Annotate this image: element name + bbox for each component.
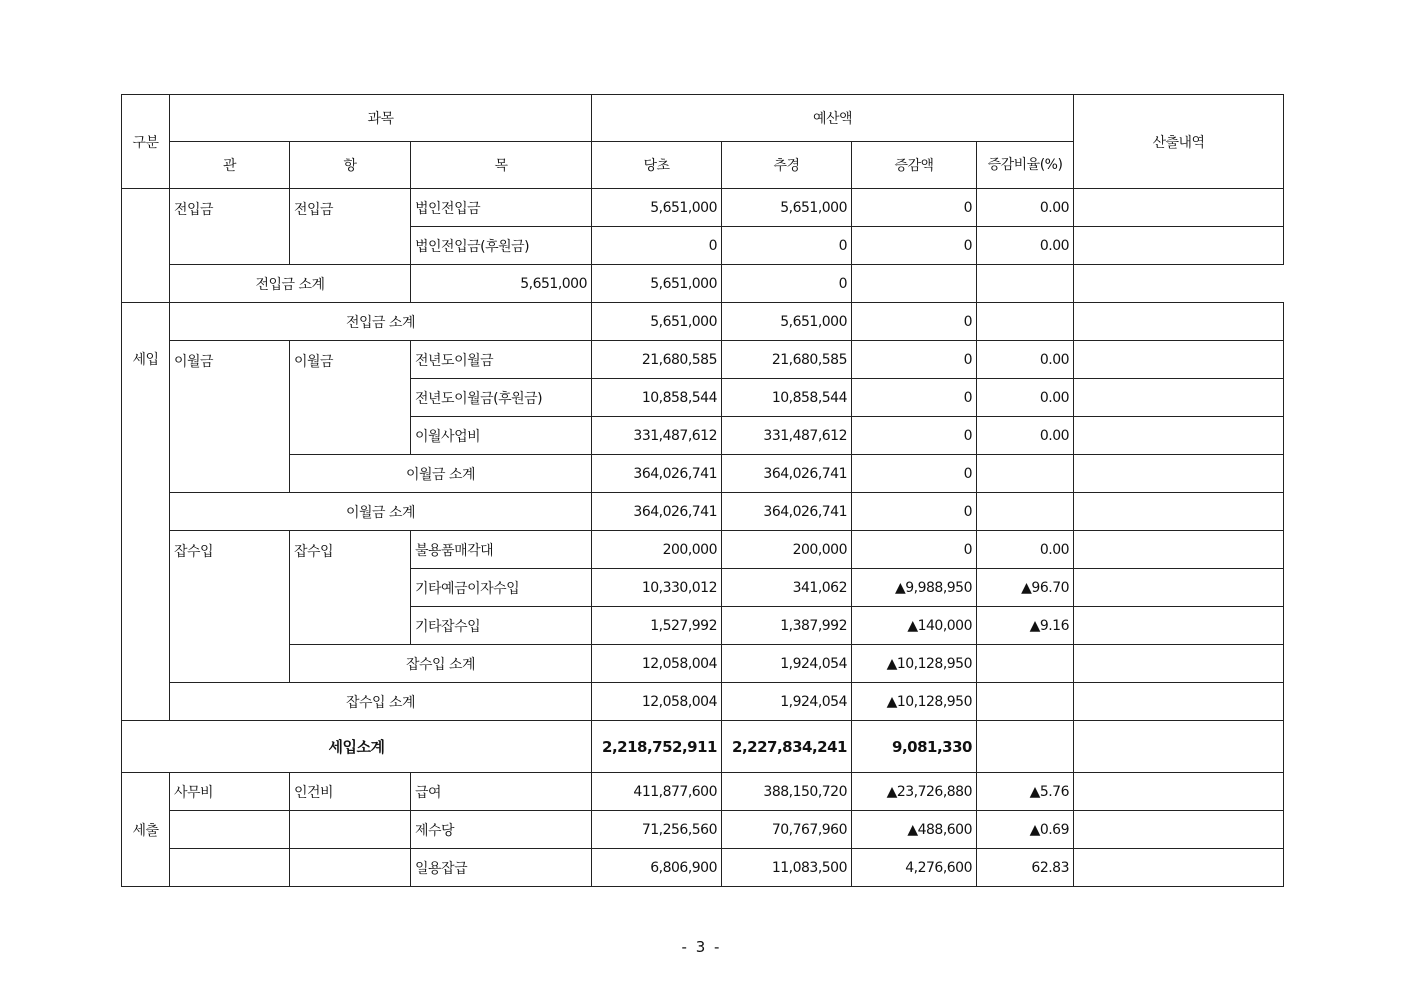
ratio-cell	[977, 493, 1074, 531]
hang-subtotal-label: 이월금 소계	[290, 455, 592, 493]
dangcho-cell: 331,487,612	[592, 417, 722, 455]
diff-cell: 0	[852, 379, 977, 417]
sanchul-cell	[1074, 683, 1284, 721]
mok-cell: 법인전입금(후원금)	[411, 227, 592, 265]
mok-cell: 법인전입금	[411, 189, 592, 227]
dangcho-cell: 364,026,741	[592, 455, 722, 493]
gwan-subtotal-label: 이월금 소계	[170, 493, 592, 531]
diff-total-cell: 9,081,330	[852, 721, 977, 773]
diff-cell: ▲140,000	[852, 607, 977, 645]
header-jeunggam-ratio: 증감비율(%)	[977, 142, 1074, 189]
header-gubun: 구분	[122, 95, 170, 189]
ratio-cell: 62.83	[977, 849, 1074, 887]
diff-cell: 0	[852, 417, 977, 455]
page-number: - 3 -	[681, 938, 722, 956]
mok-cell: 전년도이월금(후원금)	[411, 379, 592, 417]
sanchul-cell	[1074, 493, 1284, 531]
mok-cell: 급여	[411, 773, 592, 811]
ratio-cell: 0.00	[977, 341, 1074, 379]
sanchul-cell	[1074, 607, 1284, 645]
seip-total-label: 세입소계	[122, 721, 592, 773]
diff-cell: 0	[852, 493, 977, 531]
dangcho-cell: 5,651,000	[592, 189, 722, 227]
sanchul-cell	[1074, 379, 1284, 417]
dangcho-cell: 200,000	[592, 531, 722, 569]
chugyeong-cell: 5,651,000	[592, 265, 722, 303]
header-hang: 항	[290, 142, 411, 189]
hang-cell	[290, 811, 411, 849]
diff-cell: 0	[852, 455, 977, 493]
dangcho-cell: 10,330,012	[592, 569, 722, 607]
gwan-subtotal-label: 잡수입 소계	[170, 683, 592, 721]
gwan-cell: 이월금	[170, 341, 290, 493]
ratio-cell	[977, 721, 1074, 773]
hang-cell: 전입금	[290, 189, 411, 265]
ratio-cell: ▲9.16	[977, 607, 1074, 645]
chugyeong-cell: 21,680,585	[722, 341, 852, 379]
mok-cell: 전년도이월금	[411, 341, 592, 379]
sanchul-cell	[1074, 811, 1284, 849]
chugyeong-cell: 388,150,720	[722, 773, 852, 811]
dangcho-cell: 0	[592, 227, 722, 265]
dangcho-cell: 12,058,004	[592, 645, 722, 683]
dangcho-cell: 10,858,544	[592, 379, 722, 417]
diff-cell: 0	[852, 189, 977, 227]
dangcho-total-cell: 2,218,752,911	[592, 721, 722, 773]
dangcho-cell: 5,651,000	[592, 303, 722, 341]
diff-cell: 0	[852, 341, 977, 379]
chugyeong-cell: 5,651,000	[722, 303, 852, 341]
diff-cell: ▲10,128,950	[852, 683, 977, 721]
chugyeong-cell: 1,924,054	[722, 645, 852, 683]
chugyeong-cell: 10,858,544	[722, 379, 852, 417]
header-gwamok: 과목	[170, 95, 592, 142]
sanchul-cell	[1074, 773, 1284, 811]
mok-cell: 이월사업비	[411, 417, 592, 455]
diff-cell: 0	[722, 265, 852, 303]
budget-table	[121, 94, 1284, 887]
hang-subtotal-label: 잡수입 소계	[290, 645, 592, 683]
chugyeong-cell: 364,026,741	[722, 455, 852, 493]
dangcho-cell: 1,527,992	[592, 607, 722, 645]
ratio-cell	[977, 455, 1074, 493]
ratio-cell: 0.00	[977, 417, 1074, 455]
dangcho-cell: 21,680,585	[592, 341, 722, 379]
diff-cell: ▲23,726,880	[852, 773, 977, 811]
hang-cell	[290, 849, 411, 887]
gwan-cell: 전입금	[170, 189, 290, 265]
sanchul-cell	[1074, 849, 1284, 887]
chugyeong-cell: 331,487,612	[722, 417, 852, 455]
ratio-cell: 0.00	[977, 531, 1074, 569]
sanchul-cell	[1074, 303, 1284, 341]
section-sechul: 세출	[122, 773, 170, 887]
chugyeong-cell: 1,924,054	[722, 683, 852, 721]
mok-cell: 제수당	[411, 811, 592, 849]
hang-cell: 인건비	[290, 773, 411, 811]
sanchul-cell	[977, 265, 1074, 303]
dangcho-cell: 6,806,900	[592, 849, 722, 887]
mok-cell: 기타예금이자수입	[411, 569, 592, 607]
ratio-cell: ▲0.69	[977, 811, 1074, 849]
sanchul-cell	[1074, 455, 1284, 493]
ratio-cell: 0.00	[977, 189, 1074, 227]
sanchul-cell	[1074, 531, 1284, 569]
diff-cell: ▲488,600	[852, 811, 977, 849]
chugyeong-cell: 1,387,992	[722, 607, 852, 645]
sanchul-cell	[1074, 417, 1284, 455]
ratio-cell: 0.00	[977, 227, 1074, 265]
section-blank	[122, 189, 170, 303]
diff-cell: 0	[852, 303, 977, 341]
chugyeong-cell: 0	[722, 227, 852, 265]
ratio-cell	[977, 303, 1074, 341]
chugyeong-cell: 70,767,960	[722, 811, 852, 849]
chugyeong-cell: 341,062	[722, 569, 852, 607]
ratio-cell	[977, 683, 1074, 721]
ratio-cell	[852, 265, 977, 303]
ratio-cell: ▲5.76	[977, 773, 1074, 811]
gwan-cell: 잡수입	[170, 531, 290, 683]
header-mok: 목	[411, 142, 592, 189]
dangcho-cell: 411,877,600	[592, 773, 722, 811]
header-sanchul: 산출내역	[1074, 95, 1284, 189]
chugyeong-cell: 364,026,741	[722, 493, 852, 531]
sanchul-cell	[1074, 341, 1284, 379]
diff-cell: ▲9,988,950	[852, 569, 977, 607]
ratio-cell: ▲96.70	[977, 569, 1074, 607]
diff-cell: 0	[852, 531, 977, 569]
chugyeong-cell: 5,651,000	[722, 189, 852, 227]
gwan-cell: 사무비	[170, 773, 290, 811]
mok-cell: 일용잡급	[411, 849, 592, 887]
header-gwan: 관	[170, 142, 290, 189]
dangcho-cell: 364,026,741	[592, 493, 722, 531]
hang-subtotal-label: 전입금 소계	[170, 265, 411, 303]
chugyeong-cell: 11,083,500	[722, 849, 852, 887]
dangcho-cell: 12,058,004	[592, 683, 722, 721]
chugyeong-cell: 200,000	[722, 531, 852, 569]
hang-cell: 이월금	[290, 341, 411, 455]
sanchul-cell	[1074, 227, 1284, 265]
hang-cell: 잡수입	[290, 531, 411, 645]
sanchul-cell	[1074, 645, 1284, 683]
dangcho-cell: 71,256,560	[592, 811, 722, 849]
mok-cell: 기타잡수입	[411, 607, 592, 645]
header-dangcho: 당초	[592, 142, 722, 189]
diff-cell: ▲10,128,950	[852, 645, 977, 683]
dangcho-cell: 5,651,000	[411, 265, 592, 303]
gwan-cell	[170, 849, 290, 887]
gwan-subtotal-label: 전입금 소계	[170, 303, 592, 341]
mok-cell: 불용품매각대	[411, 531, 592, 569]
diff-cell: 0	[852, 227, 977, 265]
sanchul-cell	[1074, 189, 1284, 227]
chugyeong-total-cell: 2,227,834,241	[722, 721, 852, 773]
diff-cell: 4,276,600	[852, 849, 977, 887]
sanchul-cell	[1074, 569, 1284, 607]
gwan-cell	[170, 811, 290, 849]
ratio-cell	[977, 645, 1074, 683]
header-chugyeong: 추경	[722, 142, 852, 189]
section-seip: 세입	[122, 303, 170, 721]
header-jeunggamaek: 증감액	[852, 142, 977, 189]
ratio-cell: 0.00	[977, 379, 1074, 417]
sanchul-cell	[1074, 721, 1284, 773]
header-yesanaek: 예산액	[592, 95, 1074, 142]
